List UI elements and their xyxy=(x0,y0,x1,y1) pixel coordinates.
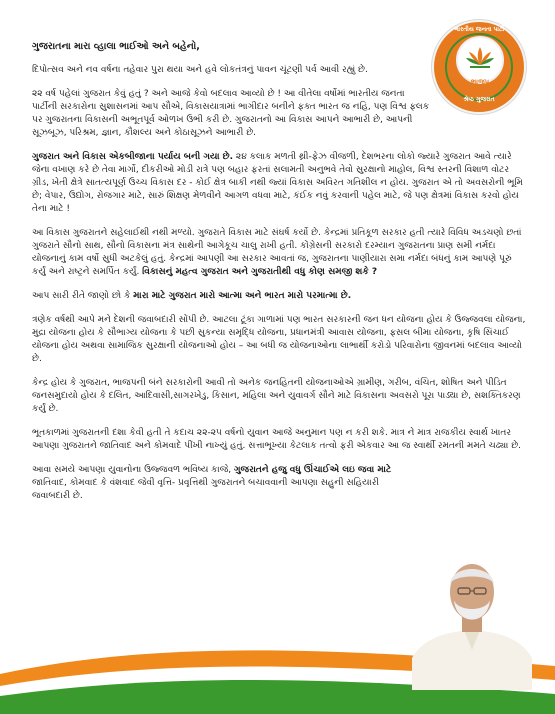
logo-ring-top-text: ભારતીય જનતા પાર્ટી xyxy=(453,26,505,33)
paragraph-9 xyxy=(32,464,412,503)
letter-body xyxy=(32,40,528,514)
leader-portrait xyxy=(412,540,532,690)
paragraph-3-highlight: ગુજરાત અને વિકાસ એકબીજાના પર્યાય બની ગયા છે. xyxy=(32,152,234,162)
paragraph-3 xyxy=(32,151,528,216)
paragraph-7: કેન્દ્ર હોય કે ગુજરાત, ભાજપની બંને સરકારોની આવી તો અનેક જનહિતની યોજનાઓએ ગ્રામીણ, ગરીબ, વંચિત, શોષિત અને પીડિત જનસમુદાયો હોય કે દલિત, આદિવાસી,સાગરખેડુ, કિસાન, મહિલા અને યુવાવર્ગ સૌને માટે વિકાસના અવસરો પૂરા પાડ્યા છે, સશક્તિકરણ કર્યું છે. xyxy=(32,378,521,414)
paragraph-2: ૨૨ વર્ષ પહેલાં ગુજરાત કેવું હતું ? અને આજે કેવો બદલાવ આવ્યો છે ! આ વીતેલા વર્ષોમાં ભારતીય જનતા પાર્ટીની સરકારોના સુશાસનમાં આપ સૌએ, વિકાસયાત્રામાં ભાગીદાર બનીને ફક્ત ભારત જ નહિ, પણ વિશ્વ ફલક પર ગુજરાતના વિકાસની અભૂતપૂર્વ ઓળખ ઉભી કરી છે. ગુજરાતનો આ વિકાસ આપને આભારી છે, આપની સૂઝબૂઝ, પરિશ્રમ, જ્ઞાન, કૌશલ્ય અને કોઠાસૂઝને આભારી છે. xyxy=(32,89,430,138)
paragraph-5-highlight: મારા માટે ગુજરાત મારો આત્મા અને ભારત મારો પરમાત્મા છે. xyxy=(133,291,352,301)
paragraph-1: દિપોત્સવ અને નવ વર્ષના તહેવાર પુરા થયા અને હવે લોકતંત્રનું પાવન ચૂંટણી પર્વ આવી રહ્યું છે. xyxy=(32,65,368,75)
logo-party-name: ભાજપ xyxy=(470,78,490,86)
paragraph-9-text-rest: જાતિવાદ, કોમવાદ કે વંશવાદ જેવી વૃત્તિ- પ્રવૃત્તિથી ગુજરાતને બચાવવાની આપણા સહુની સહિયારી જવાબદારી છે. xyxy=(32,478,379,501)
paragraph-5 xyxy=(32,290,528,303)
paragraph-3-text: ૨૪ કલાક મળતી થ્રી-ફેઝ વીજળી, દેશભરના લોકો જ્યારે ગુજરાત આવે ત્યારે જેના વખાણ કરે છે તેવા માર્ગો, દીકરીઓ મોડી રાત્રે પણ બહાર ફરતાં સલામતી અનુભવે તેવો સુરક્ષાનો માહોલ, વિશ્વ સ્તરની વિશાળ વોટર ગ્રીડ, ખેતી ક્ષેત્રે સાતત્યપૂર્ણ ઉચ્ચ વિકાસ દર - કોઈ ક્ષેત્ર બાકી નથી જ્યાં વિકાસ અવિરત ગતિશીલ ન હોય. ગુજરાત એ તો અવસરોની ભૂમિ છે; વેપાર, ઉદ્યોગ, રોજગાર માટે, સારું શિક્ષણ મેળવીને આગળ વધવા માટે, કંઈક નવું કરવાની પહેલ માટે, જે પણ ક્ષેત્રમાં વિકાસ કરવો હોય તેના માટે ! xyxy=(32,152,523,214)
salutation: ગુજરાતના મારા વ્હાલા ભાઈઓ અને બહેનો, xyxy=(32,41,200,52)
logo-ring-bottom-text: શ્રેષ્ઠ ગુજરાત xyxy=(463,96,495,103)
paragraph-5-text: આપ સારી રીતે જાણો છો કે xyxy=(32,291,134,301)
paragraph-6: ત્રણેક વર્ષથી આપે મને દેશની જવાબદારી સોંપી છે. આટલા ટૂંકા ગાળામાં પણ ભારત સરકારની જન ધન યોજના હોય કે ઉજ્જવલા યોજના, મુદ્રા યોજના હોય કે સૌભાગ્ય યોજના કે પછી સુકન્યા સમૃદ્ધિ યોજના, પ્રધાનમંત્રી આવાસ યોજના, ફસલ બીમા યોજના, કૃષિ સિંચાઈ યોજના હોય અથવા સામાજિક સુરક્ષાની યોજનાઓ હોય – આ બધી જ યોજનાઓના લાભાર્થી કરોડો પરિવારોના જીવનમાં બદલાવ આવ્યો છે. xyxy=(32,315,526,364)
paragraph-4 xyxy=(32,227,528,279)
paragraph-9-highlight: ગુજરાતને હજુ વધુ ઊંચાઈએ લઇ જવા માટે xyxy=(233,465,392,475)
paragraph-4-highlight: વિકાસનું મહત્વ ગુજરાત અને ગુજરાતીથી વધુ કોણ સમજી શકે ? xyxy=(142,267,378,277)
paragraph-9-text: આવા સમયે આપણા યુવાનોના ઉજ્જવળ ભવિષ્ય કાજે, xyxy=(32,465,234,475)
paragraph-4-text: આ વિકાસ ગુજરાતને સહેલાઈથી નથી મળ્યો. ગુજરાતે વિકાસ માટે સંઘર્ષ કર્યો છે. કેન્દ્રમાં પ્રતિકૂળ સરકાર હતી ત્યારે વિવિધ અડચણો છતાં ગુજરાતે સૌનો સાથ, સૌનો વિકાસના મંત્ર સાથેની આગેકૂચ ચાલુ રાખી હતી. કોંગ્રેસની સરકારો દરમ્યાન ગુજરાતના પ્રાણ સમી નર્મદા યોજનાનું કામ વર્ષો સુધી અટકેલું હતું. કેન્દ્રમાં આપણી આ સરકાર આવતાં જ, ગુજરાતના પાણીયારા સમા નર્મદા બંધનું કામ આપણે પૂરું કર્યું અને રાષ્ટ્રને સમર્પિત કર્યું. xyxy=(32,228,522,277)
paragraph-8: ભૂતકાળમાં ગુજરાતની દશા કેવી હતી તે કદાચ ૨૨-૨૫ વર્ષનો યુવાન આજે અનુમાન પણ ન કરી શકે. માત્ર ને માત્ર રાજકીય સ્વાર્થ ખાતર આપણા ગુજરાતને જાતિવાદ અને કોમવાદે પીંખી નાખ્યું હતું. સત્તાભૂખ્યા કેટલાક તત્વો ફરી એકવાર આ જ સ્વાર્થી રમતની મમતે ચઢ્યા છે. xyxy=(32,428,522,451)
